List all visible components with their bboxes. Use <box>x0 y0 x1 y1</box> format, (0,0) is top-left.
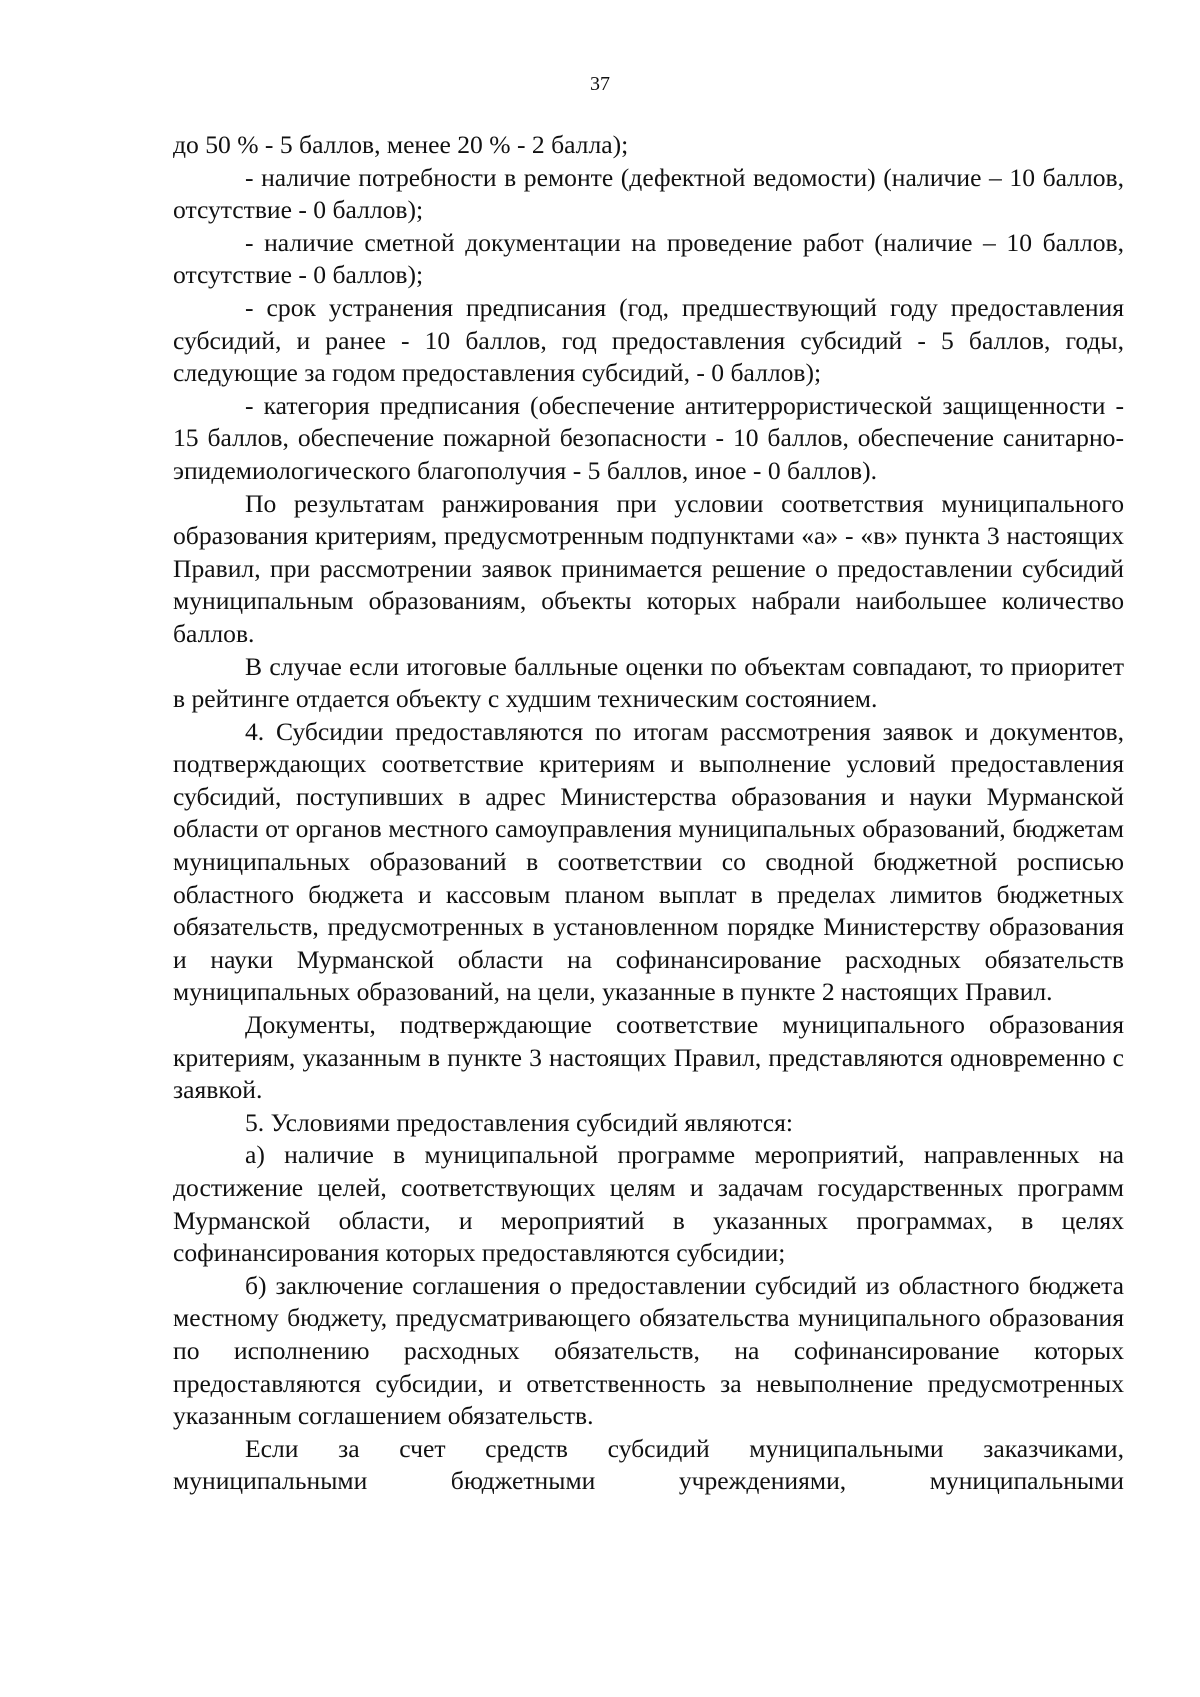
paragraph-item-5a: а) наличие в муниципальной программе мероприятий, направленных на достижение целей, соответствующих целям и задачам государственных программ Мурманской области, и мероприятий в указанных программах, в целях софинансирования которых предоставляются субсидии; <box>173 1140 1124 1268</box>
paragraph-ranking-results: По результатам ранжирования при условии соответствия муниципального образования критериям, предусмотренным подпунктами «а» - «в» пункта 3 настоящих Правил, при рассмотрении заявок принимается решение о предоставлении субсидий муниципальным образованиям, объекты которых набрали наибольшее количество баллов. <box>173 488 1124 648</box>
paragraph-item-4: 4. Субсидии предоставляются по итогам рассмотрения заявок и документов, подтверждающих соответствие критериям и выполнение условий предоставления субсидий, поступивших в адрес Министерства образования и науки Мурманской области от органов местного самоуправления муниципальных образований, бюджетам муниципальных образований в соответствии со сводной бюджетной росписью областного бюджета и кассовым планом выплат в пределах лимитов бюджетных обязательств, предусмотренных в установленном порядке Министерству образования и науки Мурманской области на софинансирование расходных обязательств муниципальных образований, на цели, указанные в пункте 2 настоящих Правил. <box>173 716 1124 1007</box>
paragraph-repair-need: - наличие потребности в ремонте (дефектной ведомости) (наличие – 10 баллов, отсутствие - 0 баллов); <box>173 162 1124 225</box>
paragraph-estimate-docs: - наличие сметной документации на проведение работ (наличие – 10 баллов, отсутствие - 0 баллов); <box>173 227 1124 290</box>
paragraph-item-5: 5. Условиями предоставления субсидий являются: <box>245 1107 794 1137</box>
paragraph-item-5b: б) заключение соглашения о предоставлении субсидий из областного бюджета местному бюджету, предусматривающего обязательства муниципального образования по исполнению расходных обязательств, на софинансирование которых предоставляются субсидии, и ответственность за невыполнение предусмотренных указанным соглашением обязательств. <box>173 1270 1124 1431</box>
paragraph-continued: Если за счет средств субсидий муниципальными заказчиками, муниципальными бюджетными учреждениями, муниципальными <box>173 1433 1124 1496</box>
paragraph-order-category: - категория предписания (обеспечение антитеррористической защищенности - 15 баллов, обеспечение пожарной безопасности - 10 баллов, обеспечение санитарно-эпидемиологического благополучия - 5 баллов, иное - 0 баллов). <box>173 390 1124 485</box>
page-number: 37 <box>590 73 610 95</box>
paragraph-order-deadline: - срок устранения предписания (год, предшествующий году предоставления субсидий, и ранее - 10 баллов, год предоставления субсидий - 5 баллов, годы, следующие за годом предоставления субсидий, - 0 баллов); <box>173 292 1124 388</box>
paragraph-documents: Документы, подтверждающие соответствие муниципального образования критериям, указанным в пункте 3 настоящих Правил, представляются одновременно с заявкой. <box>173 1010 1124 1105</box>
paragraph-equal-scores: В случае если итоговые балльные оценки по объектам совпадают, то приоритет в рейтинге отдается объекту с худшим техническим состоянием. <box>173 651 1124 714</box>
paragraph-scoring-share: до 50 % - 5 баллов, менее 20 % - 2 балла); <box>173 130 629 159</box>
document-body <box>173 129 1124 1498</box>
